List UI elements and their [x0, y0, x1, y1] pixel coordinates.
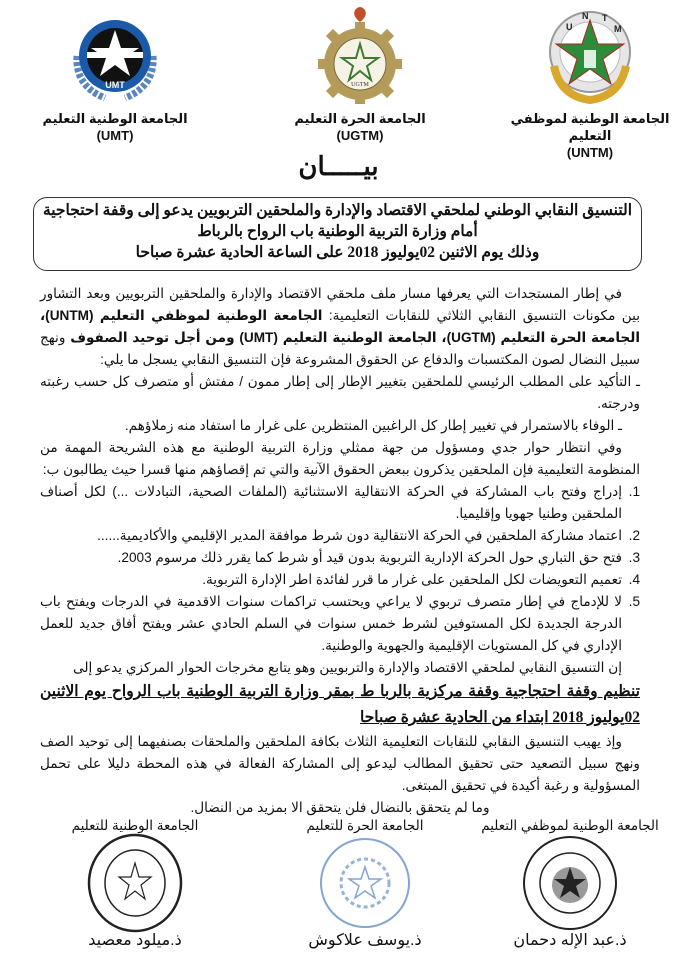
svg-text:UMT: UMT	[105, 80, 125, 90]
signature-untm	[470, 817, 670, 951]
demand-number: 5.	[628, 594, 640, 609]
signature-org: الجامعة الوطنية للتعليم	[71, 818, 199, 833]
signature-org: الجامعة الوطنية لموظفي التعليم	[481, 818, 659, 833]
svg-text:UGTM: UGTM	[351, 82, 369, 88]
slogan: وما لم يتحقق بالنضال فلن يتحقق الا بمزيد من النضال.	[190, 800, 490, 815]
intro-paragraph	[40, 283, 640, 371]
demand-item	[40, 591, 640, 657]
logo-ugtm	[260, 6, 460, 144]
svg-text:M: M	[614, 24, 622, 34]
umt-emblem-icon	[65, 6, 165, 106]
logo-name-umt: الجامعة الوطنية التعليم	[42, 111, 188, 126]
signature-name: ذ.عبد الإله دحمان	[513, 932, 627, 949]
demand-text: تعميم التعويضات لكل الملحقين على غرار ما قرر لفائدة اطر الإدارة التربوية.	[202, 572, 622, 587]
headline-line-2: أمام وزارة التربية الوطنية باب الرواح بالرباط	[197, 223, 478, 240]
intro-text-1: في إطار المستجدات التي يعرفها مسار ملف ملحقي الاقتصاد والإدارة والملحقين التربويين وبعد التشاور بين مكونات التنسيق النقابي الثلاثي للنقابات التعليمية:	[40, 286, 641, 323]
stamp-ugtm-icon	[315, 833, 415, 933]
signature-name: ذ.يوسف علاكوش	[308, 932, 422, 949]
logo-untm	[490, 6, 677, 161]
demand-text: إدراج وفتح باب المشاركة في الحركة الانتقالية الاستثنائية (الملفات الصحية، التبادلات ...) لكل أصناف الملحقين وطنيا جهويا وإقليميا.	[40, 484, 622, 521]
demand-text: اعتماد مشاركة الملحقين في الحركة الانتقالية دون شرط موافقة المدير الإقليمي والأكاديمية......	[97, 528, 622, 543]
logo-name-untm: الجامعة الوطنية لموظفي التعليم	[510, 111, 670, 143]
dash-item-2: ـ الوفاء بالاستمرار في تغيير إطار كل الراغبين المنتظرين على غرار ما استفاد منه زملاؤهم.	[124, 418, 622, 433]
demand-item	[40, 525, 640, 547]
demand-text: فتح حق التباري حول الحركة الإدارية التربوية بدون قيد أو شرط كما يقرر ذلك مرسوم 2003.	[117, 550, 622, 565]
demand-number: 3.	[628, 550, 640, 565]
protest-call-bold: تنظيم وقفة احتجاجية وقفة مركزية بالربا ط بمقر وزارة التربية الوطنية باب الرواح يوم الاثنين 02يوليوز 2018 ابتداء من الحادية عشرة صباحا	[40, 683, 640, 726]
demand-number: 1.	[628, 484, 640, 499]
demand-text: لا للإدماج في إطار متصرف تربوي لا يراعي ويحتسب تراكمات سنوات الاقدمية في الدرجات ويفتح باب الدرجة الجديدة لكل المستوفين لشرط خمس سنوات في السلم الحادي عشر ويفتح أفاق جديد للعمل الإداري في كل المستويات الإقليمية والجهوية والوطنية.	[40, 594, 622, 653]
statement-body	[40, 283, 640, 819]
stamp-untm-icon	[520, 833, 620, 933]
headline-line-1: التنسيق النقابي الوطني لملحقي الاقتصاد والإدارة والملحقين التربويين يدعو إلى وقفة احتجاجية	[42, 202, 633, 219]
demand-item	[40, 481, 640, 525]
svg-text:N: N	[582, 11, 589, 21]
signatures	[0, 817, 677, 960]
demand-number: 2.	[628, 528, 640, 543]
dash-item-1: ـ التأكيد على المطلب الرئيسي للملحقين بتغيير الإطار إلى إطار ممون / مفتش أو متصرف كل حسب رغبته ودرجته.	[40, 374, 640, 411]
stamp-umt-icon	[85, 833, 185, 933]
document-title: بيـــــان	[298, 152, 379, 181]
svg-text:U: U	[566, 22, 573, 32]
ugtm-emblem-icon	[310, 6, 410, 106]
headline-line-3: وذلك يوم الاثنين 02يوليوز 2018 على الساعة الحادية عشرة صباحا	[135, 244, 540, 261]
signature-ugtm	[265, 817, 465, 951]
signature-org: الجامعة الحرة للتعليم	[306, 818, 424, 833]
dialogue-paragraph: وفي انتظار حوار جدي ومسؤول من جهة ممثلي وزارة التربية الوطنية مع هذه الشريحة المهمة من المنظومة التعليمية فإن الملحقين يذكرون ببعض الحقوق الآنية والتي تم إقصاؤهم منها قسرا حيث يطالبون ب:	[40, 440, 640, 477]
demand-item	[40, 547, 640, 569]
call-intro: إن التنسيق النقابي لملحقي الاقتصاد والإدارة والتربويين وهو يتابع مخرجات الحوار المركزي يدعو إلى	[73, 660, 622, 675]
svg-text:T: T	[602, 13, 608, 23]
demand-number: 4.	[628, 572, 640, 587]
logos-header	[0, 0, 677, 160]
logo-name-ugtm: الجامعة الحرة التعليم	[294, 111, 426, 126]
logo-abbr-untm: (UNTM)	[566, 145, 614, 160]
demands-list	[40, 481, 640, 657]
demand-item	[40, 569, 640, 591]
intro-unions-bold: الجامعة الوطنية لموظفي التعليم (UNTM)، الجامعة الحرة التعليم (UGTM)، الجامعة الوطنية التعليم (UMT) ومن أجل توحيد الصفوف	[40, 308, 640, 345]
signature-name: ذ.ميلود معصيد	[88, 932, 182, 949]
logo-abbr-ugtm: (UGTM)	[336, 128, 384, 143]
closing-paragraph: وإذ يهيب التنسيق النقابي للنقابات التعليمية الثلاث بكافة الملحقين والملحقات بصنفيهما إلى توحيد الصف ونهج سبيل التصعيد حتى تحقيق المطالب ليدعو إلى المشاركة الفعالة في هذه المحطة دليلا على تحمل المسؤولية و رغبة أكيدة في تحقيق المبتغى.	[40, 734, 640, 793]
untm-emblem-icon	[540, 6, 640, 106]
intro-text-2: ونهج سبيل النضال لصون المكتسبات والدفاع عن الحقوق المشروعة فإن التنسيق النقابي يسجل ما يلي:	[40, 330, 640, 367]
logo-umt	[15, 6, 215, 144]
logo-abbr-umt: (UMT)	[96, 128, 134, 143]
headline-box	[33, 197, 642, 271]
signature-umt	[35, 817, 235, 951]
